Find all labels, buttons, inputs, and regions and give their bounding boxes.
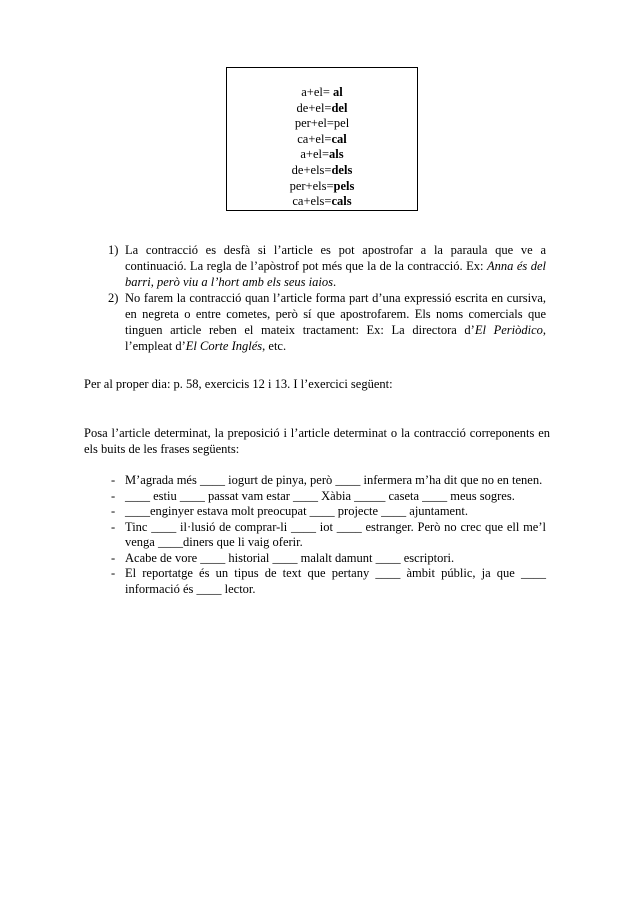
exercise-text: El reportatge és un tipus de text que pertany ____ àmbit públic, ja que ____ informació és ____ lector. bbox=[125, 566, 546, 596]
exercise-item bbox=[101, 473, 546, 489]
contraction-left: a+el= bbox=[301, 85, 334, 99]
contraction-right: cal bbox=[331, 131, 347, 146]
exercise-dash: - bbox=[111, 504, 116, 518]
exercise-text: ____ estiu ____ passat vam estar ____ Xàbia _____ caseta ____ meus sogres. bbox=[125, 488, 515, 503]
contraction-row bbox=[227, 147, 417, 163]
contraction-row bbox=[227, 179, 417, 195]
contraction-right: dels bbox=[331, 162, 353, 177]
exercise-item bbox=[101, 566, 546, 597]
exercise-item bbox=[101, 551, 546, 567]
contraction-row bbox=[227, 101, 417, 117]
contraction-left: de+els= bbox=[291, 162, 332, 177]
exercise-list bbox=[101, 473, 546, 597]
exercise-dash: - bbox=[111, 550, 116, 565]
rule-text-end: . bbox=[332, 275, 337, 289]
rules-list bbox=[101, 242, 546, 354]
exercise-dash: - bbox=[111, 488, 116, 503]
exercise-dash: - bbox=[111, 473, 116, 487]
contraction-row bbox=[227, 132, 417, 148]
contraction-right: pels bbox=[333, 178, 355, 193]
contraction-row bbox=[227, 85, 417, 101]
exercise-item bbox=[101, 489, 546, 505]
homework-note: Per al proper dia: p. 58, exercicis 12 i 13. I l’exercici següent: bbox=[84, 377, 393, 391]
contraction-left: ca+els= bbox=[292, 194, 332, 209]
contraction-right: als bbox=[329, 147, 344, 162]
rule-number: 1) bbox=[108, 243, 119, 257]
contraction-right: al bbox=[333, 85, 343, 99]
contraction-left: a+el= bbox=[300, 147, 330, 162]
exercise-item bbox=[101, 520, 546, 551]
exercise-text: M’agrada més ____ iogurt de pinya, però ____ infermera m’ha dit que no en tenen. bbox=[125, 473, 543, 487]
exercise-text: Tinc ____ il·lusió de comprar-li ____ iot ____ estranger. Però no crec que ell me’l venga ____diners que li vaig oferir. bbox=[125, 519, 546, 549]
rule-item bbox=[101, 242, 546, 290]
rule-text: No farem la contracció quan l’article forma part d’una expressió escrita en cursiva, en negreta o entre cometes, però sí que apostrofarem. Els noms comercials que tinguen article reben el mateix tractament: Ex: La directora d’ bbox=[125, 291, 546, 337]
rule-example-italic-2: El Corte Inglés bbox=[185, 339, 263, 353]
rule-example-italic: Anna és del barri, però viu a l’hort amb els seus iaios bbox=[125, 259, 546, 289]
contraction-left: ca+el= bbox=[297, 131, 332, 146]
contraction-table-box bbox=[226, 67, 418, 211]
contraction-left: de+el= bbox=[296, 100, 332, 115]
rule-example-italic: El Periòdico bbox=[474, 323, 543, 337]
exercise-instruction: Posa l’article determinat, la preposició i l’article determinat o la contracció correponents en els buits de les frases següents: bbox=[84, 426, 550, 456]
exercise-dash: - bbox=[111, 519, 116, 534]
rule-text-middle: , l’empleat d’ bbox=[125, 323, 546, 353]
rule-text: La contracció es desfà si l’article es pot apostrofar a la paraula que ve a continuació. La regla de l’apòstrof pot més que la de la contracció. Ex: bbox=[125, 243, 546, 273]
contraction-left: per+el=pel bbox=[294, 116, 350, 131]
exercise-dash: - bbox=[111, 566, 116, 580]
contraction-right: cals bbox=[331, 194, 352, 209]
contraction-row bbox=[227, 116, 417, 132]
contraction-row bbox=[227, 163, 417, 179]
exercise-item bbox=[101, 504, 546, 520]
rule-item bbox=[101, 290, 546, 354]
rule-number: 2) bbox=[108, 291, 119, 305]
exercise-text: ____enginyer estava molt preocupat ____ projecte ____ ajuntament. bbox=[125, 504, 468, 518]
contraction-right: del bbox=[331, 100, 348, 115]
rule-text-end: , etc. bbox=[262, 339, 287, 353]
contraction-left: per+els= bbox=[289, 178, 334, 193]
exercise-text: Acabe de vore ____ historial ____ malalt damunt ____ escriptori. bbox=[125, 550, 455, 565]
contraction-row bbox=[227, 194, 417, 210]
